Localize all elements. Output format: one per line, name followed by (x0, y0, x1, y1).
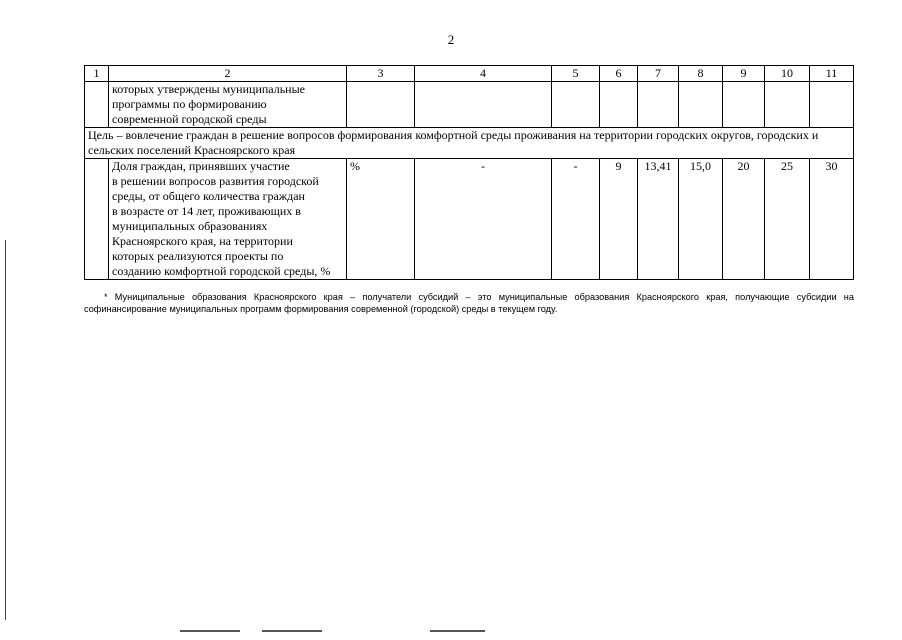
table-cell (552, 82, 600, 128)
column-number-cell: 1 (85, 66, 109, 82)
text-line: современной городской среды (112, 112, 267, 126)
column-number-cell: 5 (552, 66, 600, 82)
column-number-cell: 7 (638, 66, 679, 82)
value-cell: - (415, 159, 552, 280)
goal-cell: Цель – вовлечение граждан в решение вопросов формирования комфортной среды проживания на территории городских округов, городских и сельских поселений Красноярского края (85, 128, 854, 159)
scan-mark (180, 630, 240, 632)
text-line: программы по формированию (112, 97, 267, 111)
value-cell: 9 (600, 159, 638, 280)
text-line: в возрасте от 14 лет, проживающих в (112, 204, 301, 218)
text-line: среды, от общего количества граждан (112, 189, 305, 203)
value-cell: 20 (723, 159, 765, 280)
column-number-cell: 8 (679, 66, 723, 82)
table-cell (679, 82, 723, 128)
table-cell (638, 82, 679, 128)
text-line: в решении вопросов развития городской (112, 174, 319, 188)
value-cell: 30 (810, 159, 854, 280)
scan-mark (430, 630, 485, 632)
value-cell: - (552, 159, 600, 280)
value-cell: 15,0 (679, 159, 723, 280)
column-number-cell: 11 (810, 66, 854, 82)
column-number-cell: 10 (765, 66, 810, 82)
table-cell (723, 82, 765, 128)
indicators-table (84, 65, 854, 280)
column-number-cell: 9 (723, 66, 765, 82)
column-number-cell: 6 (600, 66, 638, 82)
footnote-text: * Муниципальные образования Красноярского края – получатели субсидий – это муниципальные образования Красноярского края, получающие субсидии на софинансирование муниципальных программ формирования современной (городской) среды в текущем году. (84, 292, 854, 314)
unit-cell: % (347, 159, 415, 280)
table-cell (600, 82, 638, 128)
column-number-cell: 3 (347, 66, 415, 82)
indicator-row (85, 159, 854, 280)
table-cell (810, 82, 854, 128)
indicator-name-cell (109, 159, 347, 280)
column-number-row (85, 66, 854, 82)
table-cell (85, 82, 109, 128)
text-line: созданию комфортной городской среды, % (112, 264, 331, 278)
continuation-row (85, 82, 854, 128)
text-line: Доля граждан, принявших участие (112, 159, 290, 173)
footnote (84, 291, 854, 315)
scan-mark (262, 630, 322, 632)
table-cell (415, 82, 552, 128)
scan-edge-line (5, 240, 6, 620)
text-line: Красноярского края, на территории (112, 234, 293, 248)
value-cell: 13,41 (638, 159, 679, 280)
text-line: муниципальных образованиях (112, 219, 268, 233)
table-cell (347, 82, 415, 128)
table-cell (765, 82, 810, 128)
text-line: которых реализуются проекты по (112, 249, 284, 263)
page-number: 2 (447, 32, 455, 47)
column-number-cell: 2 (109, 66, 347, 82)
goal-row (85, 128, 854, 159)
table-cell (85, 159, 109, 280)
text-line: которых утверждены муниципальные (112, 82, 305, 96)
value-cell: 25 (765, 159, 810, 280)
column-number-cell: 4 (415, 66, 552, 82)
indicator-name-cell (109, 82, 347, 128)
